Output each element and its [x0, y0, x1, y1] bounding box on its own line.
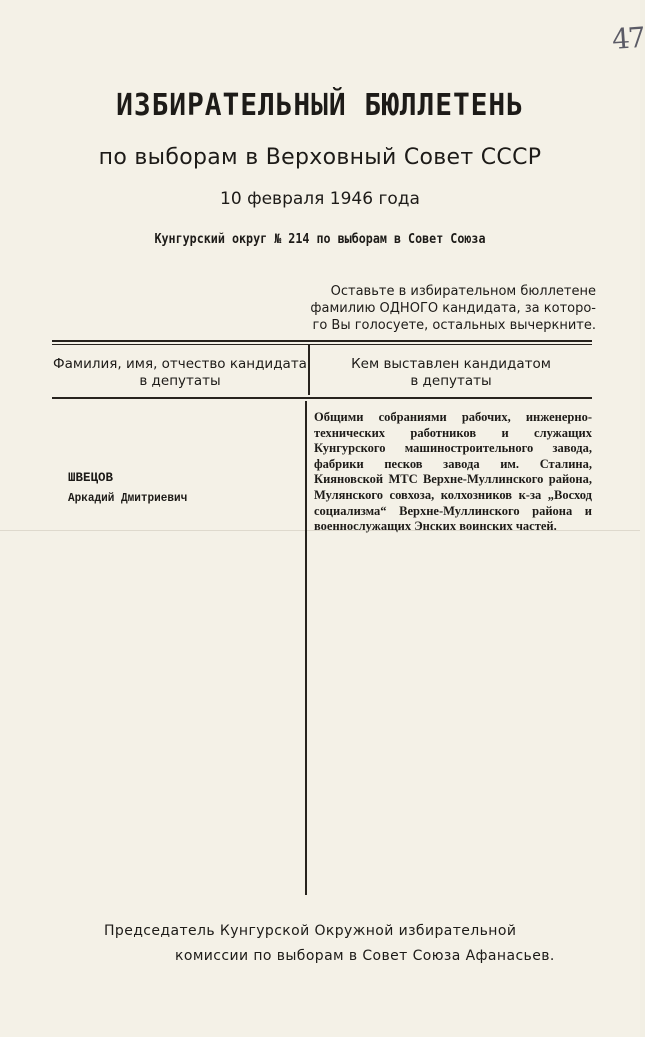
- commission-chair-line-1: Председатель Кунгурской Окружной избирательной: [104, 923, 517, 939]
- commission-chair-line-2: комиссии по выборам в Совет Союза Афанасьев.: [175, 948, 555, 964]
- candidate-nominated-by: Общими собраниями рабочих, инженерно-технических работников и служащих Кунгурского машиностроительного завода, фабрики песков завода им. Сталина, Кияновской МТС Верхне-Муллинского района, Мулянского совхоза, колхозников к-за „Восход социализма“ Верхне-Муллинского района и военнослужащих Энских воинских частей.: [314, 410, 592, 534]
- election-date: 10 февраля 1946 года: [220, 189, 420, 209]
- voting-instruction: [278, 283, 596, 334]
- table-top-rule-thin: [52, 344, 592, 345]
- table-header-rule: [52, 397, 592, 399]
- electoral-district: Кунгурский округ № 214 по выборам в Совет Союза: [154, 232, 486, 247]
- candidate-surname: ШВЕЦОВ: [68, 471, 114, 485]
- column-header-candidate: Фамилия, имя, отчество кандидата в депутаты: [53, 356, 307, 389]
- ballot-title: ИЗБИРАТЕЛЬНЫЙ БЮЛЛЕТЕНЬ: [116, 88, 524, 123]
- handwritten-mark: 47: [610, 20, 645, 56]
- instruction-line: Оставьте в избирательном бюллетене: [330, 284, 596, 299]
- instruction-line: фамилию ОДНОГО кандидата, за которо-: [310, 301, 596, 316]
- ballot-subtitle: по выборам в Верховный Совет СССР: [98, 145, 542, 170]
- instruction-line: го Вы голосуете, остальных вычеркните.: [312, 318, 596, 333]
- table-column-divider: [305, 401, 307, 895]
- candidate-given-names: Аркадий Дмитриевич: [68, 491, 188, 505]
- column-header-nominated-by: Кем выставлен кандидатом в депутаты: [351, 356, 551, 389]
- table-top-rule: [52, 340, 592, 342]
